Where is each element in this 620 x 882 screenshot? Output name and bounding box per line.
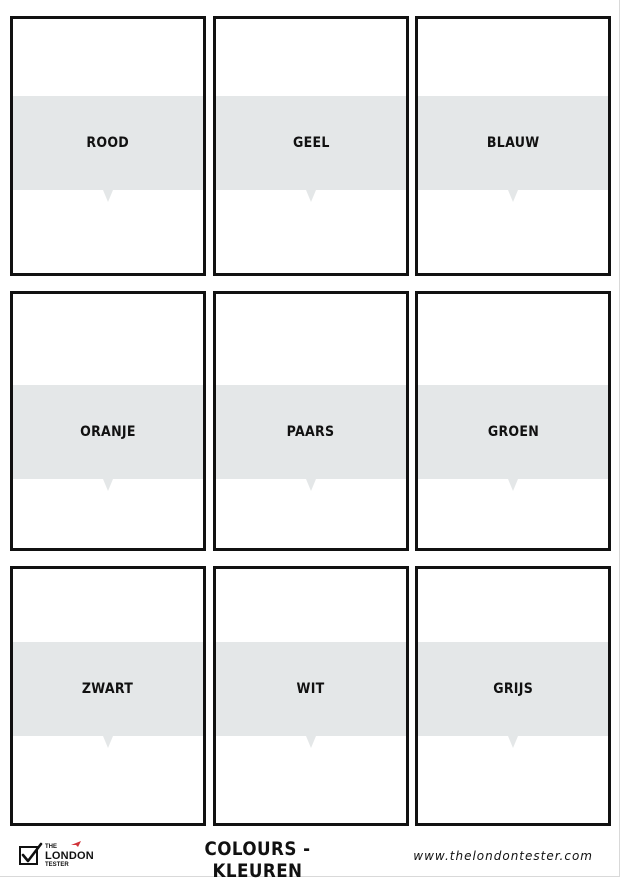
colour-word: ZWART <box>82 681 134 697</box>
label-band <box>13 385 203 479</box>
colour-word: ROOD <box>86 135 130 151</box>
colour-word: ORANJE <box>80 424 136 440</box>
colour-word: WIT <box>296 681 325 697</box>
worksheet-title: COLOURS - KLEUREN <box>204 838 311 882</box>
logo-line-1: THE <box>45 844 57 850</box>
flashcard-blauw <box>415 16 611 276</box>
flashcard-wit <box>213 566 409 826</box>
label-band <box>418 385 608 479</box>
flashcard-paars <box>213 291 409 551</box>
label-band <box>418 96 608 190</box>
label-band <box>13 642 203 736</box>
flashcard-groen <box>415 291 611 551</box>
logo-line-2: LONDON <box>45 850 94 862</box>
the-london-tester-logo <box>19 840 94 870</box>
logo-line-3: TESTER <box>45 862 69 868</box>
website-url: www.thelondontester.com <box>413 849 593 863</box>
label-band <box>216 96 406 190</box>
flashcard-grijs <box>415 566 611 826</box>
colour-word: GRIJS <box>493 681 533 697</box>
label-band <box>216 642 406 736</box>
checkbox-check-icon <box>19 842 43 866</box>
label-band <box>216 385 406 479</box>
colour-word: BLAUW <box>486 135 540 151</box>
colour-word: PAARS <box>287 424 335 440</box>
label-band <box>418 642 608 736</box>
logo-wordmark <box>45 843 94 869</box>
colour-word: GROEN <box>487 424 539 440</box>
flashcard-zwart <box>10 566 206 826</box>
flashcard-rood <box>10 16 206 276</box>
airplane-icon <box>71 840 81 848</box>
flashcard-oranje <box>10 291 206 551</box>
label-band <box>13 96 203 190</box>
flashcard-geel <box>213 16 409 276</box>
colour-word: GEEL <box>292 135 330 151</box>
